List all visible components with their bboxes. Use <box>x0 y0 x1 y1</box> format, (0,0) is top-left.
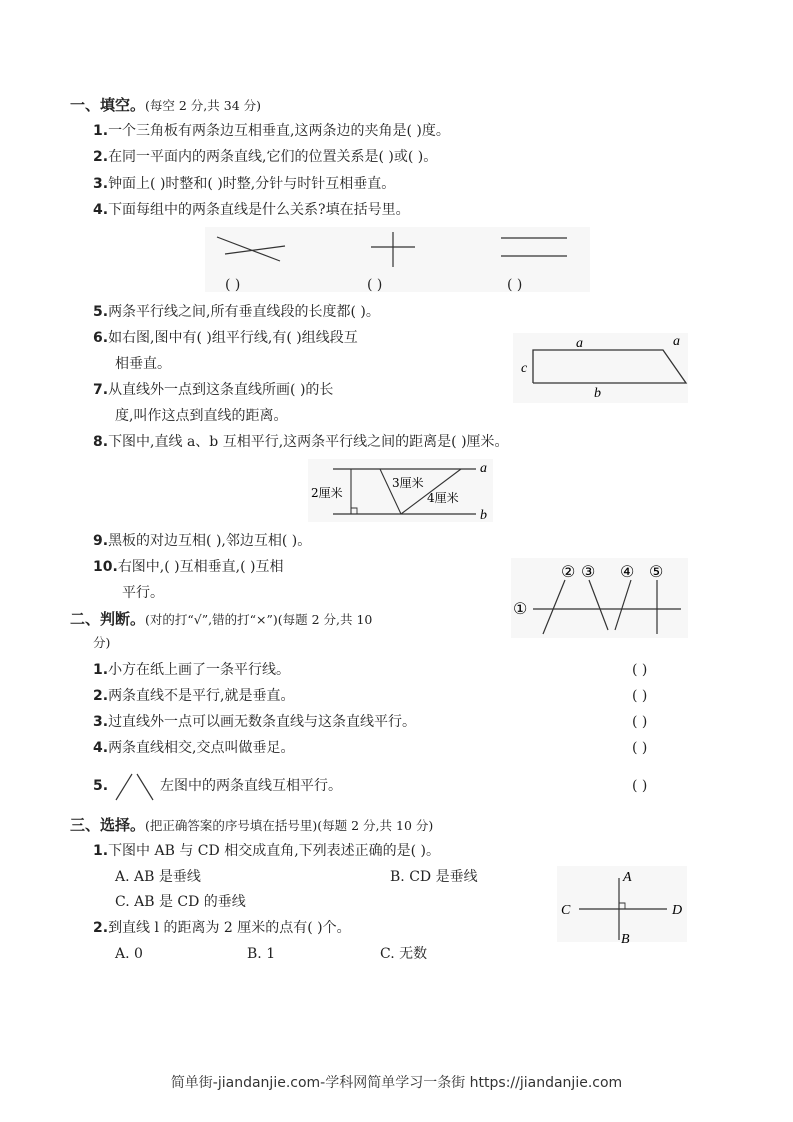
label-4cm: 4厘米 <box>427 491 459 505</box>
q-number: 5. <box>93 304 109 320</box>
section2-heading <box>70 609 372 630</box>
footer-watermark: 简单街-jiandanjie.com-学科网简单学习一条街 https://jiandanjie.com <box>170 1075 623 1091</box>
slant-line-right <box>137 774 153 800</box>
slant-line-left <box>116 774 132 800</box>
q-number: 3. <box>93 714 109 730</box>
q8-figure <box>308 459 498 524</box>
q-text: 从直线外一点到这条直线所画( )的长 <box>108 382 334 398</box>
s2-blank-2[interactable]: ( ) <box>632 688 648 704</box>
s1-q2 <box>93 147 437 167</box>
s3-q1-option-b[interactable]: B. CD 是垂线 <box>390 869 478 885</box>
q-text: 小方在纸上画了一条平行线。 <box>108 662 291 678</box>
q-number: 2. <box>93 688 109 704</box>
q-number: 7. <box>93 382 109 398</box>
s1-q7 <box>93 380 333 400</box>
s2-item-1 <box>93 660 290 680</box>
s1-q1 <box>93 121 450 141</box>
q10-figure <box>511 558 691 638</box>
q-text: 一个三角板有两条边互相垂直,这两条边的夹角是( )度。 <box>108 123 450 139</box>
s3-q2-option-b[interactable]: B. 1 <box>247 946 276 962</box>
label-c: c <box>521 361 528 376</box>
s1-q10 <box>93 557 283 577</box>
q-text: 下图中,直线 a、b 互相平行,这两条平行线之间的距离是( )厘米。 <box>108 434 509 450</box>
q-text: 下图中 AB 与 CD 相交成直角,下列表述正确的是( )。 <box>108 843 441 859</box>
q-text: 两条平行线之间,所有垂直线段的长度都( )。 <box>108 304 380 320</box>
label-a-top: a <box>576 336 583 351</box>
s1-q7-line2: 度,叫作这点到直线的距离。 <box>115 408 288 424</box>
line-4 <box>615 580 631 630</box>
q-number: 9. <box>93 533 109 549</box>
section1-title: 一、填空。 <box>70 96 146 114</box>
label-B: B <box>621 932 630 947</box>
s1-q8 <box>93 432 509 452</box>
trapezoid-shape <box>533 350 686 383</box>
q-number: 3. <box>93 176 109 192</box>
label-circle-1: ① <box>513 599 528 618</box>
label-b: b <box>480 508 487 523</box>
s2-item5-figure <box>112 770 162 806</box>
s2-blank-1[interactable]: ( ) <box>632 662 648 678</box>
s3-q2-option-a[interactable]: A. 0 <box>115 946 143 962</box>
s3-q1-option-c[interactable]: C. AB 是 CD 的垂线 <box>115 894 246 910</box>
s1-q3 <box>93 174 395 194</box>
intersecting-line-2 <box>225 246 285 254</box>
q-text: 过直线外一点可以画无数条直线与这条直线平行。 <box>108 714 417 730</box>
s1-q9 <box>93 531 311 551</box>
q6-figure <box>513 333 688 403</box>
q-text: 两条直线相交,交点叫做垂足。 <box>108 740 295 756</box>
s2-blank-5[interactable]: ( ) <box>632 778 648 794</box>
label-a-right: a <box>673 334 680 349</box>
section1-note: (每空 2 分,共 34 分) <box>145 98 261 113</box>
q-text: 钟面上( )时整和( )时整,分针与时针互相垂直。 <box>108 176 396 192</box>
s3-q1 <box>93 841 440 861</box>
section3-title: 三、选择。 <box>70 816 146 834</box>
q-text: 到直线 l 的距离为 2 厘米的点有( )个。 <box>108 920 351 936</box>
q-number: 4. <box>93 202 109 218</box>
section2-title: 二、判断。 <box>70 610 146 628</box>
label-A: A <box>623 870 632 885</box>
s1-q5 <box>93 302 380 322</box>
section2-note-cont: 分) <box>93 635 111 650</box>
q-number: 8. <box>93 434 109 450</box>
line-2 <box>543 580 565 634</box>
right-angle-mark <box>351 508 357 514</box>
s2-blank-4[interactable]: ( ) <box>632 740 648 756</box>
section2-note: (对的打“√”,错的打“×”)(每题 2 分,共 10 <box>145 612 373 627</box>
q4-blank-1[interactable]: ( ) <box>225 277 241 293</box>
q-number: 1. <box>93 843 109 859</box>
intersecting-line-1 <box>217 237 280 261</box>
s2-item-4 <box>93 738 295 758</box>
right-angle-mark <box>619 903 625 909</box>
s1-q6-line2: 相垂直。 <box>115 356 171 372</box>
q-number: 2. <box>93 149 109 165</box>
q4-blank-3[interactable]: ( ) <box>507 277 523 293</box>
label-circle-4: ④ <box>620 562 635 581</box>
q-text: 右图中,( )互相垂直,( )互相 <box>117 559 284 575</box>
q-text: 在同一平面内的两条直线,它们的位置关系是( )或( )。 <box>108 149 438 165</box>
section3-heading <box>70 815 433 836</box>
q-number: 4. <box>93 740 109 756</box>
label-2cm: 2厘米 <box>311 486 343 500</box>
q-text: 下面每组中的两条直线是什么关系?填在括号里。 <box>108 202 410 218</box>
q-number: 10. <box>93 559 118 575</box>
s3-q1-option-a[interactable]: A. AB 是垂线 <box>115 869 201 885</box>
label-circle-5: ⑤ <box>649 562 664 581</box>
s1-q6 <box>93 328 358 348</box>
label-D: D <box>672 903 683 918</box>
label-C: C <box>561 903 571 918</box>
s2-item-5-text: 左图中的两条直线互相平行。 <box>160 778 342 794</box>
label-3cm: 3厘米 <box>392 476 424 490</box>
s2-item-2 <box>93 686 295 706</box>
s1-q10-line2: 平行。 <box>122 585 164 601</box>
s1-q4 <box>93 200 410 220</box>
s2-blank-3[interactable]: ( ) <box>632 714 648 730</box>
s2-item-3 <box>93 712 416 732</box>
section1-heading <box>70 95 261 116</box>
line-3 <box>589 580 608 630</box>
q-text: 黑板的对边互相( ),邻边互相( )。 <box>108 533 312 549</box>
q-number: 1. <box>93 662 109 678</box>
q-number: 2. <box>93 920 109 936</box>
s3-q1-figure <box>557 866 692 946</box>
q4-blank-2[interactable]: ( ) <box>367 277 383 293</box>
s3-q2 <box>93 918 351 938</box>
label-circle-3: ③ <box>581 562 596 581</box>
label-b: b <box>594 386 601 401</box>
s2-item-5-number: 5. <box>93 778 109 794</box>
q-text: 两条直线不是平行,就是垂直。 <box>108 688 295 704</box>
q4-figure <box>205 227 590 297</box>
q-number: 6. <box>93 330 109 346</box>
label-circle-2: ② <box>561 562 576 581</box>
section3-note: (把正确答案的序号填在括号里)(每题 2 分,共 10 分) <box>145 818 434 833</box>
label-a: a <box>480 461 487 476</box>
q-number: 1. <box>93 123 109 139</box>
q-text: 如右图,图中有( )组平行线,有( )组线段互 <box>108 330 358 346</box>
s3-q2-option-c[interactable]: C. 无数 <box>380 946 428 962</box>
